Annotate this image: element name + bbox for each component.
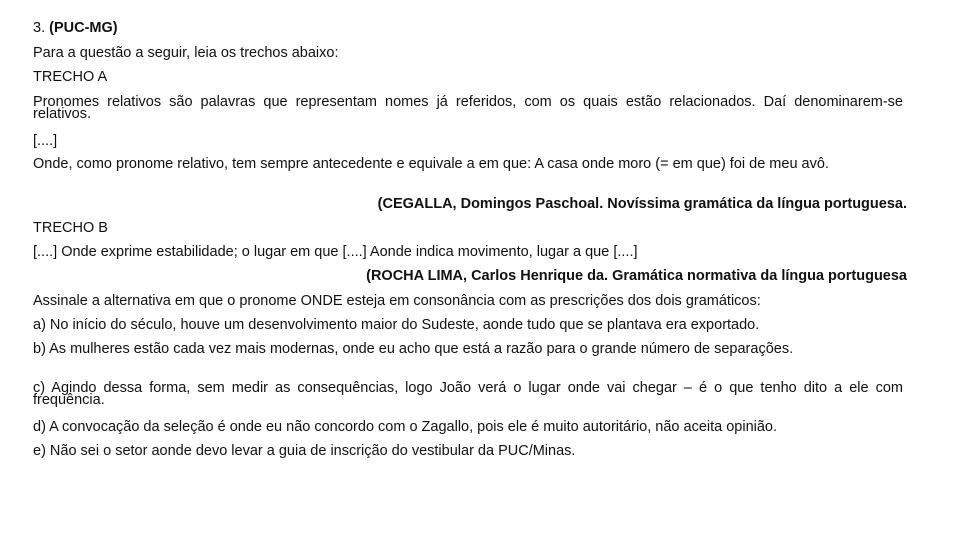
option-b: b) As mulheres estão cada vez mais modernas, onde eu acho que está a razão para o grande número de separações. [33, 341, 794, 357]
trecho-b-citation: (ROCHA LIMA, Carlos Henrique da. Gramática normativa da língua portuguesa [366, 268, 907, 284]
trecho-a-ellipsis: [....] [33, 133, 58, 149]
trecho-b-heading: TRECHO B [33, 220, 108, 236]
trecho-a-paragraph-2: Onde, como pronome relativo, tem sempre antecedente e equivale a em que: A casa onde moro (= em que) foi de meu avô. [33, 156, 829, 172]
question-header [33, 21, 905, 36]
trecho-a-citation: (CEGALLA, Domingos Paschoal. Novíssima gramática da língua portuguesa. [377, 196, 907, 212]
trecho-a-heading: TRECHO A [33, 69, 108, 85]
question-number: 3. [33, 20, 46, 36]
option-e: e) Não sei o setor aonde devo levar a guia de inscrição do vestibular da PUC/Minas. [33, 443, 576, 459]
trecho-a-paragraph-1: Pronomes relativos são palavras que representam nomes já referidos, com os quais estão relacionados. Daí denominarem-se relativos. [33, 94, 903, 122]
option-c: c) Agindo dessa forma, sem medir as consequências, logo João verá o lugar onde vai chegar – é o que tenho dito a ele com frequência. [33, 380, 903, 408]
question-prompt: Assinale a alternativa em que o pronome ONDE esteja em consonância com as prescrições dos dois gramáticos: [33, 293, 761, 309]
question-source: (PUC-MG) [49, 20, 118, 36]
option-d: d) A convocação da seleção é onde eu não concordo com o Zagallo, pois ele é muito autoritário, não aceita opinião. [33, 419, 778, 435]
intro-text: Para a questão a seguir, leia os trechos abaixo: [33, 45, 339, 61]
trecho-b-text: [....] Onde exprime estabilidade; o lugar em que [....] Aonde indica movimento, lugar a que [....] [33, 244, 638, 260]
option-a: a) No início do século, houve um desenvolvimento maior do Sudeste, aonde tudo que se plantava era exportado. [33, 317, 760, 333]
